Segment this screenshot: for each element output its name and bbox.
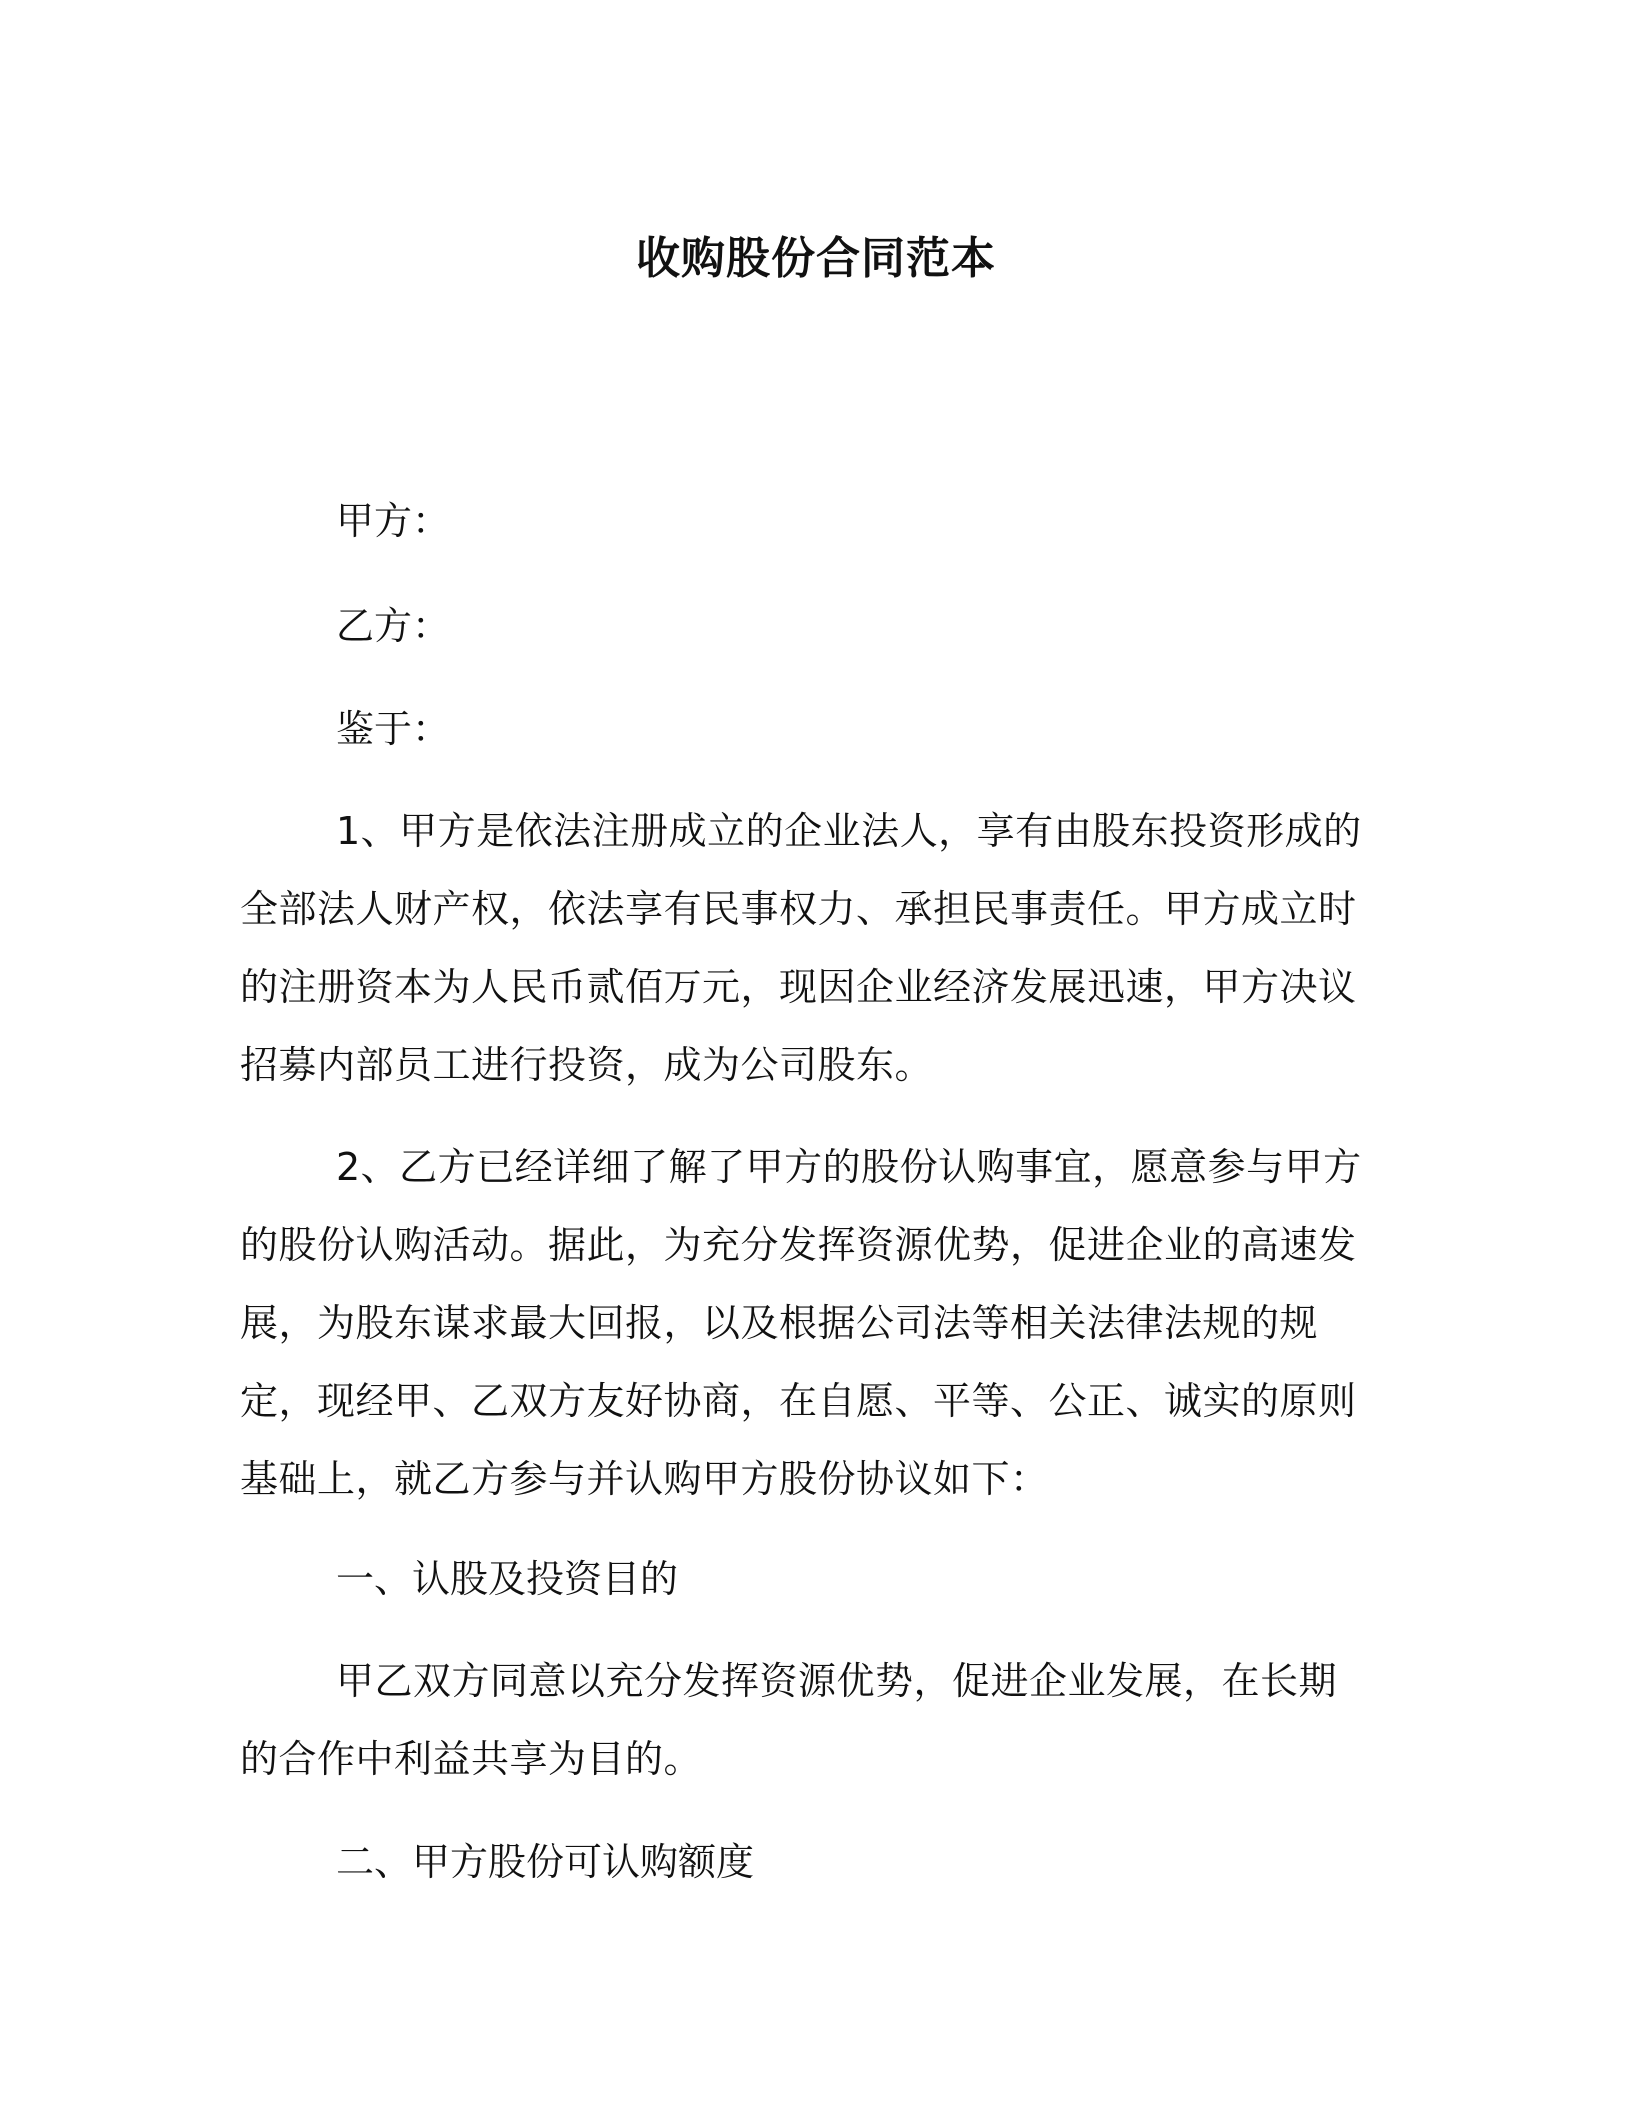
document-title: 收购股份合同范本: [636, 233, 996, 284]
party-b-label: 乙方：: [336, 604, 451, 648]
paragraph-1: 1、甲方是依法注册成立的企业法人，享有由股东投资形成的全部法人财产权，依法享有民事权力、承担民事责任。甲方成立时的注册资本为人民币贰佰万元，现因企业经济发展迅速，甲方决议招募内部员工进行投资，成为公司股东。: [240, 809, 1362, 1087]
paragraph-2: 2、乙方已经详细了解了甲方的股份认购事宜，愿意参与甲方的股份认购活动。据此，为充分发挥资源优势，促进企业的高速发展，为股东谋求最大回报，以及根据公司法等相关法律法规的规定，现经甲、乙双方友好协商，在自愿、平等、公正、诚实的原则基础上，就乙方参与并认购甲方股份协议如下：: [240, 1145, 1362, 1501]
whereas-label: 鉴于：: [336, 707, 451, 751]
party-a-label: 甲方：: [336, 499, 451, 543]
section-2-heading: 二、甲方股份可认购额度: [336, 1840, 755, 1884]
section-1-heading: 一、认股及投资目的: [336, 1557, 679, 1601]
section-1-body: 甲乙双方同意以充分发挥资源优势，促进企业发展，在长期的合作中利益共享为目的。: [240, 1659, 1338, 1781]
